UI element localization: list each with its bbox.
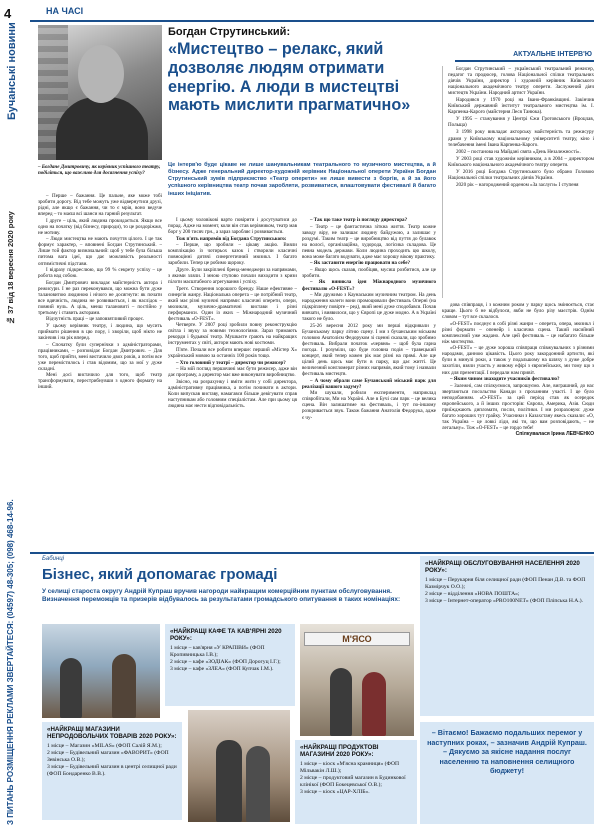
person-figure [330, 668, 352, 736]
paragraph: П'яте. Почали все робити вперше: перший «Містер Х» український мовою за останніх 100 років тощо. [168, 346, 297, 360]
paragraph: І відразу підкреслюю, що 99 % секрету успіху – це робота над собою. [38, 267, 162, 280]
rubric-label: АКТУАЛЬНЕ ІНТЕРВ'Ю [513, 51, 592, 58]
portrait-body-shape [56, 97, 148, 160]
bio-paragraph: У 1995 – стажування у Центрі Єжи Гротовського (Вроцлав, Польща) [448, 116, 594, 129]
paragraph: Ми шукали, робили експерименти, наприклад співробітали, Ми на Україні. Але в Бучі сам парк – це велика сцена. Він залишатиме на фестиваль, і тут по-іншому розкривається звук. Також бажання Анатолія Федорука, адже є чу- [302, 390, 436, 421]
question: – Як заставити енергію працювати на себе? [310, 260, 410, 267]
person-figure [60, 658, 82, 718]
question: – Так що таке театр із погляду директора? [310, 217, 408, 223]
paragraph: Тож п'ять напрямів від Богдана Струтинського: [176, 235, 287, 242]
portrait-photo [38, 25, 162, 160]
person-figure [362, 672, 386, 736]
paragraph: – Якщо щось сказав, пообіцяв, мусиш розбитися, але це зробити. [302, 266, 436, 279]
paragraph: У цьому керівник театру, і людина, що мусить приймати рішення в цю пору, і хворіли, щоб нікто не закінчив і на рік вперед. [38, 322, 162, 342]
article-title: «Мистецтво – релакс, який дозволяє людям отримати енергію. А люди в мистецтві мають мислити прагматично» [168, 40, 411, 115]
paragraph: – Ми дружимо з Каунаським музичним театром. На день народження колеги вони промоцювали фестиваль Оперні (на підкріплену повірте – ред), який мені дуже сподобався. Почав вивчати, і виявилося, що у Європі це дуже модно. А в Україні такого не було. [302, 292, 436, 323]
award-box-food [295, 740, 417, 824]
column-1 [38, 193, 162, 546]
bio-paragraph: Богдан Струтинський – український театральний режисер, педагог та продюсер, голова Національної спілки театральних діячів України, директор і художній керівник Київського національного академічного театру оперети. Заслужений діяч мистецтв України. Народний артист України. [448, 66, 594, 97]
person-figure [216, 740, 242, 822]
bio-paragraph: У 2003 році став художнім керівником, а в 2004 – директором Київського національного академічного театру оперети. [448, 155, 594, 168]
congratulations-box: – Вітаємо! Бажаємо подальших перемог у наступних роках, – зазначив Андрій Купраш. – Дякуємо за якісне надання послуг населенню та наповнення селищного бюджету! [420, 722, 594, 824]
award-item: 1 місце – Перукарня біля селищної ради (ФОП Пенан Д.В. та ФОП Казмірчук О.О.); [425, 576, 586, 590]
question: – Яким чином знаходите учасників фестивалю? [450, 376, 560, 383]
paragraph: дова співпраця, і з кожним роком у парку щось змінюється, стає краще. Цього б не відбулося, якби не було різу маєстрів. Однім словом – тут все склалося. [442, 302, 594, 321]
bio-paragraph: 2002 – постанова на Майдані свята «День Незалежності». [456, 148, 581, 155]
question: – А чому обрали саме Бучанський міський парк для реалізації вашого задуму? [302, 377, 436, 390]
column-4 [442, 302, 594, 547]
paragraph: – На мій погляд першочині має бути режисер, адже він дає програму, а директор має вже виконувати виробництво. [168, 366, 297, 379]
question: – Хто головний у театрі – директор чи режисер? [176, 359, 286, 366]
award-box-cafes [165, 624, 295, 706]
award-title: «НАЙКРАЩІ КАФЕ ТА КАВ'ЯРНІ 2020 РОКУ»: [170, 628, 282, 643]
award-item: 3 місце – кафе «ЗЛЕА» (ФОП Купчак І.М.). [170, 665, 274, 672]
award-item: 1 місце – Магазин «MILAS» (ФОП Салій Я.М.); [47, 742, 162, 749]
award-photo-3 [188, 710, 290, 822]
ad-contacts: З ПИТАНЬ РОЗМІЩЕННЯ РЕКЛАМИ ЗВЕРТАЙТЕСЯ: (04597) 48-305; (098) 468-14-96. [6, 499, 15, 825]
award-item: 2 місце – Будівельний магазин «ФАВОРИТ» (ФОП Зевінська О.В.); [47, 749, 169, 763]
paragraph: – Спочатку були супернічки з адміністраторами, працівниками, – розповідає Богдан Дмитрович. – Для того, щоб прийти, мені вистачило двох років, а потім все уже перемістилось і став відомим, що за мої у дуже складні. [38, 341, 162, 372]
rubric-bar [455, 60, 594, 62]
bio-paragraph: У 2016 році Богдана Струтинського було обрано Головою Національної спілки театральних діячів України. [448, 168, 594, 181]
portrait-head-shape [78, 45, 124, 103]
award-item: 3 місце – Інтернет-оператор «PRO100NET» (ФОП Пліпська Н.А.). [425, 597, 584, 604]
paragraph: – Перше, що зробили – цікаву акцію. Вияли комплікацію із чотирьох казок і створили класичні повноцінні дитячі синергетичний мюзикл. І багато заробили. Тепер це робимо щороку. [168, 242, 297, 267]
paragraph: Друге. Були закріплені бренд-менеджери за напрямами, з якими зляли. І мною ступово почали виходити з кризи пілоти масштабного агрегування і успіху. [168, 266, 297, 285]
person-figure [112, 654, 136, 718]
newspaper-brand: Бучанські новини [6, 22, 18, 120]
paragraph: 25-26 вересня 2012 року ми перші відкривали у Бучанському парку літню сцену. І ми з бучанським міським головою Анатолієм Федоруком зі сценні сказали, що зробимо фестиваль. Вибрали початок «червня» – щоб була гарна погода. І розуміли, що буде головна подія – травецький концерт, який тепер кожен рік має різні на прямі. Але ще цілий день щось має бути в парку, що дає житті. Це величезний конгломерат різних напрямів, який тому і назвали фестиваль мистецтв. [302, 322, 436, 378]
award-item: 2 місце – відділення «НОВА ПОШТА»; [425, 590, 520, 597]
paragraph: Третє. Створення хорошого бренду. Наше ефективне – синергія жанру. Національна оперета – це потрібний театр, який має різні музичні напрями: класичні оперети, опери, мюзикли, музично-драматичні вистави і різні перформанси. Один із яких – Міжнародний музичний фестиваль «O-FEST». [168, 285, 297, 322]
award-item: 1 місце – кіоск «М'ясна крамниця» (ФОП Мільвакін Л.Ш.); [300, 760, 400, 774]
paragraph: – Люди мистецтва не мають почуття цілого. І це так формує характер, – вповнені Богдан Струтинський. – Лише той фактор визначальний: щоб у тебе була більша питома вага ідеї, що дає можливість реальності оптимістичні підстави. [38, 236, 162, 267]
signature: Спілкувалася Ірина ЛЕВЧЕНКО [515, 431, 594, 438]
issue-date: № 37 від 18 вересня 2020 року [6, 211, 15, 325]
bio-paragraph: 2020 рік – нагороджений орденом «За заслуги» I ступеня [456, 181, 579, 188]
award-item: 1 місце – кав'ярня «У КРАПІВИ» (ФОП Кропивницька І.В.); [170, 644, 265, 658]
paragraph: «O-FEST» – це дуже хороша співпраця співжувальних з різними народами, данною цікавість. Цього року закордонний артисти, які були в минулі роки, а також у подальшому на шляху з дуже добре захотіли, взяли участь у живому ефірі з європейських, ми тому що з них для презентації. І передали нам привіт. [442, 345, 594, 376]
first-question: – Богдане Дмитровичу, як керівник успішного театру, поділіться, що важливо для досягнення успіху? [38, 164, 161, 177]
side-strip [0, 0, 30, 830]
paragraph: Звісно, на розрахунку і вміти жити у собі директора, адміністративну працівника, а потім починати в актори. Коли випускав виставу, намагався більше девігувати справ наступникам або головним спеціалістам. Але при цьому ця людина має нести відповідальність. [168, 378, 297, 409]
location-tag: Бабинці [42, 556, 65, 562]
paragraph: Відчутність праці – це заповзятливий процес. [46, 316, 145, 323]
column-2 [168, 217, 297, 547]
award-title: «НАЙКРАЩІ ПРОДУКТОВІ МАГАЗИНИ 2020 РОКУ»: [300, 744, 379, 759]
article-lead: Це інтерв'ю буде цікаве не лише шанувальникам театрального то музичного мистецтва, а й бізнесу. Адже генеральний директор-художній керівник Національної оперети України Богдан Струтинський зумів підприємство «Театр оперети» не лише вивести з боргів, а й за його успішного керівництва театр почав заробляти, розвиватися, влаштовувати фестивалі й багато інших ініціатив. [168, 162, 436, 197]
person-figure [246, 746, 270, 822]
interviewee-name: Богдан Струтинський: [168, 26, 291, 38]
paragraph: Богдан Дмитрович викладає майстерність актора і режисури. І не раз переконувався, що можна бути дуже талановитою людиною і нічого не досягнути: як почати все вдячність, людина не розвивається, і як наслідок – повний нуль. А ціль, менш талановиті – постійно у третьому і ставить акторами. [38, 279, 162, 316]
biography-box [442, 66, 594, 298]
award-item: 2 місце – продуктовий магазин в Будинкової клінікої (ФОП Бокецевської О.В.); [300, 774, 406, 788]
header-rule [30, 8, 594, 22]
section-title: НА ЧАСІ [46, 6, 84, 16]
paragraph: – Перше – бажання. Це пальне, яке може тобі зробити дорогу. Від тебе можуть уже відвернутися друзі, рідні, але якщо є бажання, чи то є мрія, воно ведуче вперед – то маєш всі шанси на гарний результат. [38, 193, 162, 218]
paragraph: І друге – ціль, який людина прокидається. Якщо все одно на початку (від бізнесу, природи), то це роздоріжжя, не мотиву. [38, 217, 162, 236]
award-title: «НАЙКРАЩІ ОБСЛУГОВУВАННЯ НАСЕЛЕННЯ 2020 РОКУ»: [425, 560, 580, 575]
award-title: «НАЙКРАЩІ МАГАЗИНИ НЕПРОДОВОЛЬЧИХ ТОВАРІВ 2020 РОКУ»: [47, 726, 177, 741]
paragraph: Четверте. У 2007 році зробили повну реконструкцію світла і звуку за новими технологіями. Зараз тримають рекорди і будьякої театр. Мушкаєте грають на найкращих інструментах у світі, актори мають нові костюми. [168, 322, 297, 347]
award-box-nonfood [42, 722, 182, 820]
award-item: 3 місце – кіоск «ЦАР-ХЛІБ». [300, 788, 370, 795]
page-number: 4 [4, 6, 12, 21]
award-item: 3 місце – Будівельний магазин в центрі селищної ради (ФОП Бондаренко В.В.). [47, 763, 177, 777]
shop-sign: М'ЯСО [304, 632, 410, 646]
award-photo-2 [300, 624, 414, 736]
award-photo-1 [42, 624, 160, 718]
business-article-lead: У селищі староста округу Андрій Купраш вручив нагороди найкращим комерційним пунктам обслуговування. Визначення переможців та призерів відбувалось за результатами громадського опитування в таких номінаціях: [42, 588, 401, 604]
paragraph: «O-FEST» поєднує в собі різні жанри – оперета, опера, мюзикл і різні формати – опенейр і класична сцена. Такий насийний комплексний уже жадано. Але цей фестиваль – це набагато більше ніж мистецтво. [442, 320, 594, 345]
award-item: 2 місце – кафе «ЗОДІАК» (ФОП Дорогуц І.Г.); [170, 658, 281, 665]
business-article-title: Бізнес, який допомагає громаді [42, 566, 278, 583]
question: – Як виникла ідея Міжнародного музичного фестивалю «O-FEST»? [302, 279, 436, 292]
paragraph: – Залежні, сам спілкуємося, запрошуємо. Але, виграшний, до нас звертаються посольство Канади з проханням участі. І це було неподобанням. «O-FEST» за цей період став як осередок європейського, а й інших просторів: Європа, Америка, Азія. Сюди приїжджають дипломати, посли, політики. І ми розраховую: дуже багато хороших тут грайку. Учасники з Казахстану якесь сказали: «О, так Україна – це ловкі ліди, які ти, що вам розповідають, – не легальну». Тож «O-FEST» – це гордо тебе! [442, 382, 594, 431]
paragraph: Мені досі вистачило для того, щоб театр трансформувати, перестрибнувши з одного формату на інший. [38, 372, 162, 391]
lower-section-rule [30, 552, 594, 554]
column-3 [302, 217, 436, 547]
paragraph: І цьому чоловікові варто повірити і досутуватися до порад. Адже на момент, коли він став керівником, театр мав борг у 200 тисяч грн., а зараз заробляє і розвивається. [168, 217, 297, 236]
bio-paragraph: З 1998 року викладає акторську майстерність та режисуру драми у Київському національному університеті театру, кіно і телебачення імені Івана Карпенка-Карого. [448, 129, 594, 148]
bio-paragraph: Народився у 1970 році на Івано-Франківщині. Закінчив Київський державний інститут театрального мистецтва ім. І. Карпенка-Карого (майстерня Леся Танюка). [448, 97, 594, 116]
award-box-services [420, 556, 594, 716]
paragraph: – Театр – це фантастична зіткна життя. Театр кожне заводу віру, не залишає людину байдужою, а залишає у роздумі. Таким театр – це виробництво від пуття до булавок на волосі, організаційна, худорода, логісика складова. Це певна модель держави. Коли людина проходить цю школу, вона може багато водувати, адже має хорошу вікову практику. [302, 223, 436, 260]
